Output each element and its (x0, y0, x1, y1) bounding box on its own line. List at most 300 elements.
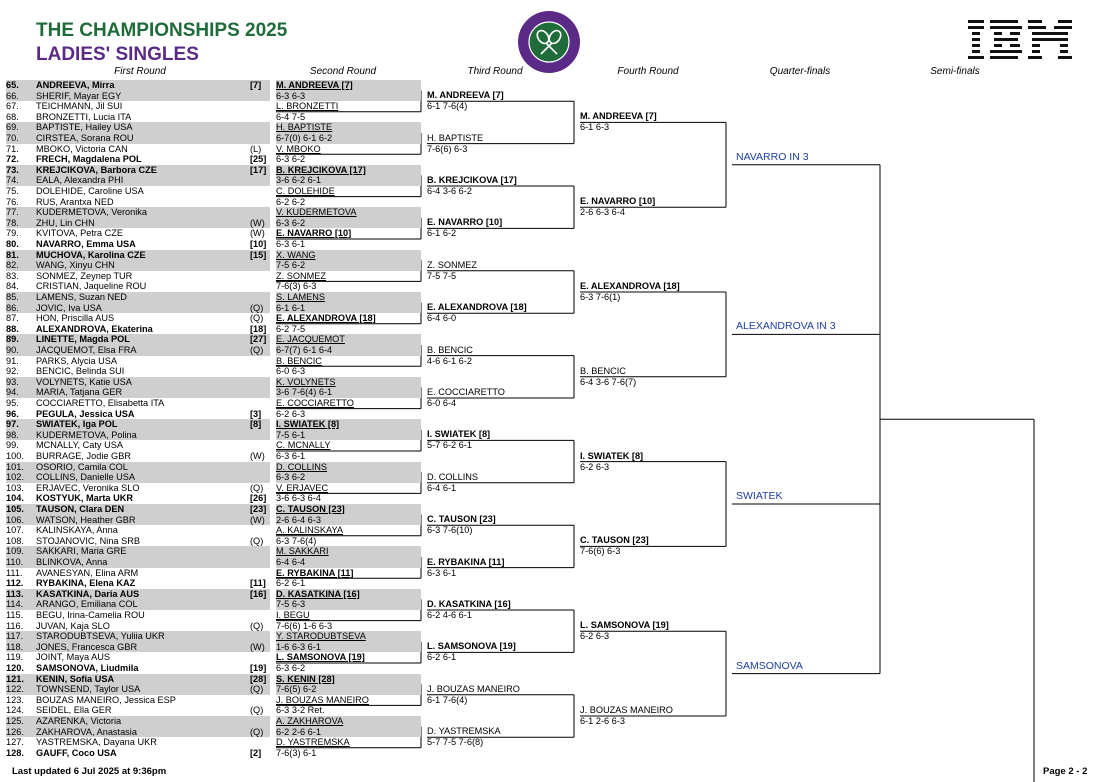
match-score: 6-4 6-1 (427, 482, 457, 493)
second-round-winner (276, 377, 421, 388)
player-number: 96. (6, 408, 19, 419)
third-round-winner (427, 133, 483, 155)
player-seed: [15] (250, 249, 267, 260)
match-score: 2-6 6-3 6-4 (580, 207, 625, 218)
second-round-score: 7-5 6-1 (276, 430, 421, 441)
player-name: WANG, Xinyu CHN (36, 260, 115, 271)
player-number: 77. (6, 207, 19, 218)
match-score: 5-7 7-5 7-6(8) (427, 737, 484, 748)
third-round-winner (427, 90, 504, 112)
player-number: 83. (6, 270, 19, 281)
winner-name: E. NAVARRO [10] (276, 228, 352, 239)
player-row (6, 281, 270, 292)
winner-name: E. JACQUEMOT (276, 334, 345, 345)
player-row (6, 515, 270, 526)
second-round-score: 3-6 6-3 6-4 (276, 493, 321, 504)
player-row (6, 197, 270, 208)
second-round-winner (276, 271, 421, 282)
player-seed: [10] (250, 239, 267, 249)
player-seed: (W) (250, 228, 265, 239)
player-name: ZHU, Lin CHN (36, 217, 95, 228)
second-round-winner (276, 483, 421, 494)
winner-name: D. YASTREMSKA (276, 737, 350, 748)
player-number: 119. (6, 652, 24, 663)
second-round-score: 6-3 6-1 (276, 451, 306, 461)
player-name: DOLEHIDE, Caroline USA (36, 186, 144, 196)
player-number: 81. (6, 249, 19, 260)
match-score: 6-3 7-6(10) (427, 525, 473, 536)
winner-name: V. ERJAVEC (276, 482, 329, 493)
player-row (6, 377, 270, 388)
player-row (6, 101, 270, 112)
player-name: BURRAGE, Jodie GBR (36, 451, 131, 461)
second-round-winner (276, 546, 421, 557)
winner-name: C. TAUSON [23] (427, 514, 496, 525)
player-name: YASTREMSKA, Dayana UKR (36, 737, 157, 748)
player-seed: (Q) (250, 620, 264, 631)
page-number: Page 2 - 2 (1043, 766, 1088, 777)
player-row (6, 599, 270, 610)
player-name: RYBAKINA, Elena KAZ (36, 578, 136, 589)
column-header-semi-finals: Semi-finals (930, 66, 980, 77)
player-number: 95. (6, 398, 19, 408)
player-seed: (W) (250, 641, 265, 652)
winner-name: V. KUDERMETOVA (276, 207, 357, 218)
player-name: BAPTISTE, Hailey USA (36, 122, 133, 133)
match-score: 5-7 6-2 6-1 (427, 440, 472, 451)
fourth-round-winner (580, 366, 636, 388)
player-number: 100. (6, 451, 24, 461)
winner-name: Z. SONMEZ (276, 270, 327, 281)
player-number: 99. (6, 440, 19, 451)
player-name: STARODUBTSEVA, Yuliia UKR (36, 631, 165, 642)
winner-name: A. ZAKHAROVA (276, 716, 344, 726)
player-number: 112. (6, 578, 24, 589)
player-row (6, 387, 270, 398)
player-number: 67. (6, 101, 19, 112)
match-score: 6-1 6-3 (580, 122, 610, 133)
player-name: JOINT, Maya AUS (36, 652, 111, 663)
column-header-second-round: Second Round (309, 66, 377, 77)
player-name: MBOKO, Victoria CAN (36, 143, 128, 154)
second-round-score: 6-3 7-6(4) (276, 535, 317, 546)
player-seed: (Q) (250, 313, 264, 324)
third-round-winner (427, 599, 511, 621)
player-name: AZARENKA, Victoria (36, 716, 122, 726)
third-round-winner (427, 175, 517, 197)
match-score: 6-1 7-6(4) (427, 694, 468, 705)
fourth-round-winner (580, 620, 669, 642)
winner-name: D. KASATKINA [16] (276, 588, 360, 599)
second-round-score: 6-2 6-3 (276, 408, 306, 419)
match-score: 7-5 7-5 (427, 270, 457, 281)
player-seed: (L) (250, 143, 262, 154)
second-round-score: 6-3 3-2 Ret. (276, 705, 325, 716)
player-name: JACQUEMOT, Elsa FRA (36, 345, 137, 355)
match-score: 7-6(6) 6-3 (580, 546, 621, 557)
player-row (6, 716, 270, 727)
player-seed: [11] (250, 578, 266, 589)
fourth-round-winner (580, 535, 649, 557)
winner-name: C. MCNALLY (276, 440, 331, 451)
player-row (6, 133, 270, 144)
third-round-winner (427, 302, 527, 324)
player-name: JUVAN, Kaja SLO (36, 620, 110, 631)
second-round-winner (276, 165, 421, 176)
third-round-winner (427, 387, 505, 409)
second-round-score: 6-3 6-2 (276, 663, 306, 673)
player-name: ZAKHAROVA, Anastasia (36, 726, 137, 737)
player-number: 85. (6, 292, 19, 302)
winner-name: E. NAVARRO [10] (580, 196, 656, 207)
fourth-round-winner (580, 705, 673, 727)
match-score: 6-2 4-6 6-1 (427, 610, 472, 620)
player-number: 65. (6, 80, 19, 90)
second-round-score: 7-6(6) 1-6 6-3 (276, 620, 333, 631)
player-row (6, 621, 270, 632)
match-score: 6-4 3-6 7-6(7) (580, 376, 637, 387)
player-number: 113. (6, 588, 24, 599)
player-name: ARANGO, Emiliana COL (36, 599, 138, 610)
third-round-winner (427, 260, 477, 282)
second-round-winner (276, 737, 421, 748)
third-round-winner (427, 726, 501, 748)
player-row (6, 144, 270, 155)
second-round-winner (276, 568, 421, 579)
second-round-score: 3-6 7-6(4) 6-1 (276, 387, 421, 398)
player-name: BEGU, Irina-Camelia ROU (36, 610, 145, 620)
player-number: 69. (6, 122, 19, 133)
winner-name: J. BOUZAS MANEIRO (427, 683, 520, 694)
winner-name: E. RYBAKINA [11] (427, 556, 505, 567)
winner-name: D. COLLINS (276, 461, 328, 472)
player-row (6, 239, 270, 250)
player-name: VOLYNETS, Katie USA (36, 376, 132, 387)
player-row (6, 674, 270, 685)
second-round-winner (276, 356, 421, 367)
player-row (6, 525, 270, 536)
player-number: 79. (6, 228, 19, 239)
second-round-winner (276, 398, 421, 409)
player-seed: [18] (250, 323, 267, 334)
player-name: KENIN, Sofia USA (36, 673, 115, 684)
player-name: WATSON, Heather GBR (36, 514, 136, 525)
second-round-winner (276, 186, 421, 197)
player-number: 118. (6, 641, 24, 652)
third-round-winner (427, 641, 516, 663)
player-row (6, 493, 270, 504)
player-seed: (Q) (250, 535, 264, 546)
player-seed: [27] (250, 334, 267, 345)
player-number: 111. (6, 567, 23, 578)
player-name: ALEXANDROVA, Ekaterina (36, 323, 153, 334)
winner-name: J. BOUZAS MANEIRO (276, 694, 369, 705)
winner-name: I. SWIATEK [8] (276, 419, 340, 430)
player-name: MARIA, Tatjana GER (36, 387, 123, 398)
match-score: 7-6(6) 6-3 (427, 143, 468, 154)
player-row (6, 419, 270, 430)
winner-name: D. COLLINS (427, 471, 479, 482)
player-row (6, 313, 270, 324)
player-number: 74. (6, 175, 19, 186)
player-row (6, 727, 270, 738)
player-name: ERJAVEC, Veronika SLO (36, 482, 140, 493)
player-name: MCNALLY, Caty USA (36, 440, 123, 451)
second-round-winner (276, 610, 421, 621)
player-name: JONES, Francesca GBR (36, 641, 138, 652)
player-name: SAKKARI, Maria GRE (36, 546, 127, 557)
second-round-winner (276, 313, 421, 324)
second-round-score: 6-4 6-4 (276, 557, 421, 568)
third-round-winner (427, 345, 473, 367)
player-row (6, 80, 270, 91)
winner-name: D. KASATKINA [16] (427, 599, 511, 609)
player-number: 92. (6, 366, 19, 377)
winner-name: L. BRONZETTI (276, 101, 339, 112)
player-seed: [2] (250, 747, 262, 758)
second-round-winner (276, 228, 421, 239)
player-name: PARKS, Alycia USA (36, 355, 118, 366)
player-row (6, 451, 270, 462)
player-name: BLINKOVA, Anna (36, 557, 108, 567)
player-name: BRONZETTI, Lucia ITA (36, 111, 132, 122)
player-number: 109. (6, 546, 24, 557)
player-row (6, 250, 270, 261)
second-round-score: 6-2 7-5 (276, 323, 306, 334)
player-number: 66. (6, 90, 19, 101)
player-seed: [25] (250, 154, 267, 165)
player-name: LINETTE, Magda POL (36, 334, 130, 345)
player-name: KUDERMETOVA, Veronika (36, 207, 147, 218)
player-number: 123. (6, 694, 24, 705)
winner-name: E. ALEXANDROVA [18] (427, 302, 527, 313)
player-number: 122. (6, 684, 24, 695)
player-name: COLLINS, Danielle USA (36, 472, 136, 483)
winner-name: E. ALEXANDROVA [18] (580, 281, 680, 291)
winner-name: L. SAMSONOVA [19] (276, 652, 365, 663)
player-seed: [23] (250, 504, 267, 514)
player-number: 103. (6, 482, 24, 493)
player-row (6, 324, 270, 335)
match-score: 6-0 6-4 (427, 398, 457, 408)
player-name: KASATKINA, Daria AUS (36, 588, 140, 599)
player-name: KALINSKAYA, Anna (36, 525, 118, 536)
player-number: 73. (6, 164, 19, 175)
player-name: KVITOVA, Petra CZE (36, 228, 123, 239)
player-name: KOSTYUK, Marta UKR (36, 493, 133, 504)
player-name: SHERIF, Mayar EGY (36, 90, 122, 101)
second-round-score: 2-6 6-4 6-3 (276, 515, 421, 526)
fourth-round-winner (580, 196, 655, 218)
player-row (6, 546, 270, 557)
player-row (6, 398, 270, 409)
winner-name: I. SWIATEK [8] (580, 450, 644, 461)
winner-name: C. DOLEHIDE (276, 186, 335, 196)
match-score: 6-1 6-2 (427, 228, 457, 239)
player-row (6, 642, 270, 653)
player-number: 72. (6, 154, 19, 165)
player-name: BENCIC, Belinda SUI (36, 366, 125, 377)
player-number: 117. (6, 631, 24, 642)
player-name: KUDERMETOVA, Polina (36, 429, 137, 440)
second-round-score: 6-2 6-1 (276, 578, 306, 589)
player-row (6, 462, 270, 473)
winner-name: V. MBOKO (276, 143, 321, 154)
player-number: 80. (6, 239, 19, 249)
second-round-score: 6-7(0) 6-1 6-2 (276, 133, 421, 144)
second-round-winner (276, 695, 421, 706)
winner-name: B. BENCIC (580, 365, 626, 376)
player-row (6, 366, 270, 377)
winner-name: M. ANDREEVA [7] (427, 90, 504, 101)
player-number: 106. (6, 514, 24, 525)
player-number: 70. (6, 133, 19, 143)
player-seed: (W) (250, 451, 265, 461)
third-round-winner (427, 514, 496, 536)
second-round-score: 6-3 6-2 (276, 472, 421, 483)
second-round-score: 6-4 7-5 (276, 111, 306, 122)
player-name: KREJCIKOVA, Barbora CZE (36, 164, 157, 175)
player-seed: [26] (250, 493, 267, 504)
player-name: JOVIC, Iva USA (36, 302, 102, 313)
winner-name: E. ALEXANDROVA [18] (276, 313, 376, 324)
second-round-score: 3-6 6-2 6-1 (276, 175, 421, 186)
second-round-score: 6-3 6-2 (276, 218, 421, 229)
player-seed: [17] (250, 164, 267, 175)
player-row (6, 409, 270, 420)
second-round-winner (276, 462, 421, 473)
match-score: 6-2 6-3 (580, 631, 610, 642)
player-row (6, 748, 270, 759)
second-round-winner (276, 122, 421, 133)
player-number: 121. (6, 673, 24, 684)
player-number: 110. (6, 557, 24, 567)
winner-name: I. BEGU (276, 610, 310, 620)
player-row (6, 303, 270, 314)
player-name: HON, Priscilla AUS (36, 313, 115, 324)
player-name: TOWNSEND, Taylor USA (36, 684, 141, 695)
second-round-winner (276, 101, 421, 112)
player-number: 84. (6, 281, 19, 292)
second-round-winner (276, 589, 421, 600)
player-number: 94. (6, 387, 19, 398)
second-round-winner (276, 292, 421, 303)
player-row (6, 684, 270, 695)
second-round-score: 7-5 6-3 (276, 599, 421, 610)
winner-name: L. SAMSONOVA [19] (580, 620, 669, 631)
player-number: 125. (6, 716, 24, 726)
player-number: 97. (6, 419, 19, 430)
quarter-final-winner: NAVARRO IN 3 (736, 150, 809, 163)
winner-name: K. VOLYNETS (276, 376, 336, 387)
second-round-score: 6-2 2-6 6-1 (276, 727, 421, 738)
player-row (6, 228, 270, 239)
page-title: THE CHAMPIONSHIPS 2025 (36, 20, 288, 41)
quarter-final-winner: ALEXANDROVA IN 3 (736, 320, 836, 333)
second-round-winner (276, 631, 421, 642)
quarter-final-winner: SWIATEK (736, 490, 783, 502)
second-round-score: 7-6(3) 6-3 (276, 281, 317, 292)
column-header-third-round: Third Round (467, 66, 523, 77)
winner-name: H. BAPTISTE (427, 132, 484, 143)
winner-name: X. WANG (276, 249, 316, 260)
column-header-first-round: First Round (114, 66, 166, 77)
winner-name: E. RYBAKINA [11] (276, 567, 354, 578)
player-number: 75. (6, 186, 19, 196)
player-row (6, 292, 270, 303)
player-name: SWIATEK, Iga POL (36, 419, 118, 430)
winner-name: B. BENCIC (276, 355, 322, 366)
player-number: 90. (6, 345, 19, 355)
second-round-winner (276, 525, 421, 536)
winner-name: S. KENIN [28] (276, 673, 335, 684)
third-round-winner (427, 684, 520, 706)
player-row (6, 536, 270, 547)
player-name: FRECH, Magdalena POL (36, 154, 142, 165)
player-number: 87. (6, 313, 19, 324)
player-row (6, 186, 270, 197)
winner-name: C. TAUSON [23] (276, 504, 345, 514)
player-number: 114. (6, 599, 24, 610)
match-score: 6-4 3-6 6-2 (427, 186, 472, 196)
player-row (6, 705, 270, 716)
player-row (6, 122, 270, 133)
player-seed: [3] (250, 408, 262, 419)
winner-name: J. BOUZAS MANEIRO (580, 705, 673, 715)
winner-name: A. KALINSKAYA (276, 525, 344, 536)
player-row (6, 589, 270, 600)
player-name: CIRSTEA, Sorana ROU (36, 133, 134, 143)
player-row (6, 218, 270, 229)
player-row (6, 356, 270, 367)
player-row (6, 737, 270, 748)
player-row (6, 271, 270, 282)
winner-name: E. COCCIARETTO (276, 398, 354, 408)
third-round-winner (427, 557, 504, 579)
player-number: 115. (6, 610, 24, 620)
player-name: BOUZAS MANEIRO, Jessica ESP (36, 694, 176, 705)
player-seed: [16] (250, 588, 267, 599)
player-name: COCCIARETTO, Elisabetta ITA (36, 398, 165, 408)
fourth-round-winner (580, 281, 680, 303)
second-round-winner (276, 207, 421, 218)
player-name: EALA, Alexandra PHI (36, 175, 124, 186)
second-round-winner (276, 80, 421, 91)
player-name: GAUFF, Coco USA (36, 747, 117, 758)
second-round-winner (276, 674, 421, 685)
player-seed: [28] (250, 673, 267, 684)
player-name: CRISTIAN, Jaqueline ROU (36, 281, 147, 292)
player-row (6, 345, 270, 356)
player-row (6, 578, 270, 589)
player-row (6, 472, 270, 483)
column-header-quarter-finals: Quarter-finals (769, 66, 831, 77)
player-seed: (Q) (250, 684, 264, 695)
third-round-winner (427, 217, 502, 239)
player-row (6, 652, 270, 663)
match-score: 6-3 6-1 (427, 567, 457, 578)
winner-name: Z. SONMEZ (427, 259, 478, 270)
second-round-winner (276, 504, 421, 515)
page-subtitle: LADIES' SINGLES (36, 44, 199, 65)
winner-name: L. SAMSONOVA [19] (427, 641, 516, 652)
player-name: TEICHMANN, Jil SUI (36, 101, 123, 112)
player-row (6, 483, 270, 494)
player-name: SONMEZ, Zeynep TUR (36, 270, 133, 281)
player-name: ANDREEVA, Mirra (36, 80, 115, 90)
winner-name: D. YASTREMSKA (427, 726, 501, 737)
player-row (6, 175, 270, 186)
